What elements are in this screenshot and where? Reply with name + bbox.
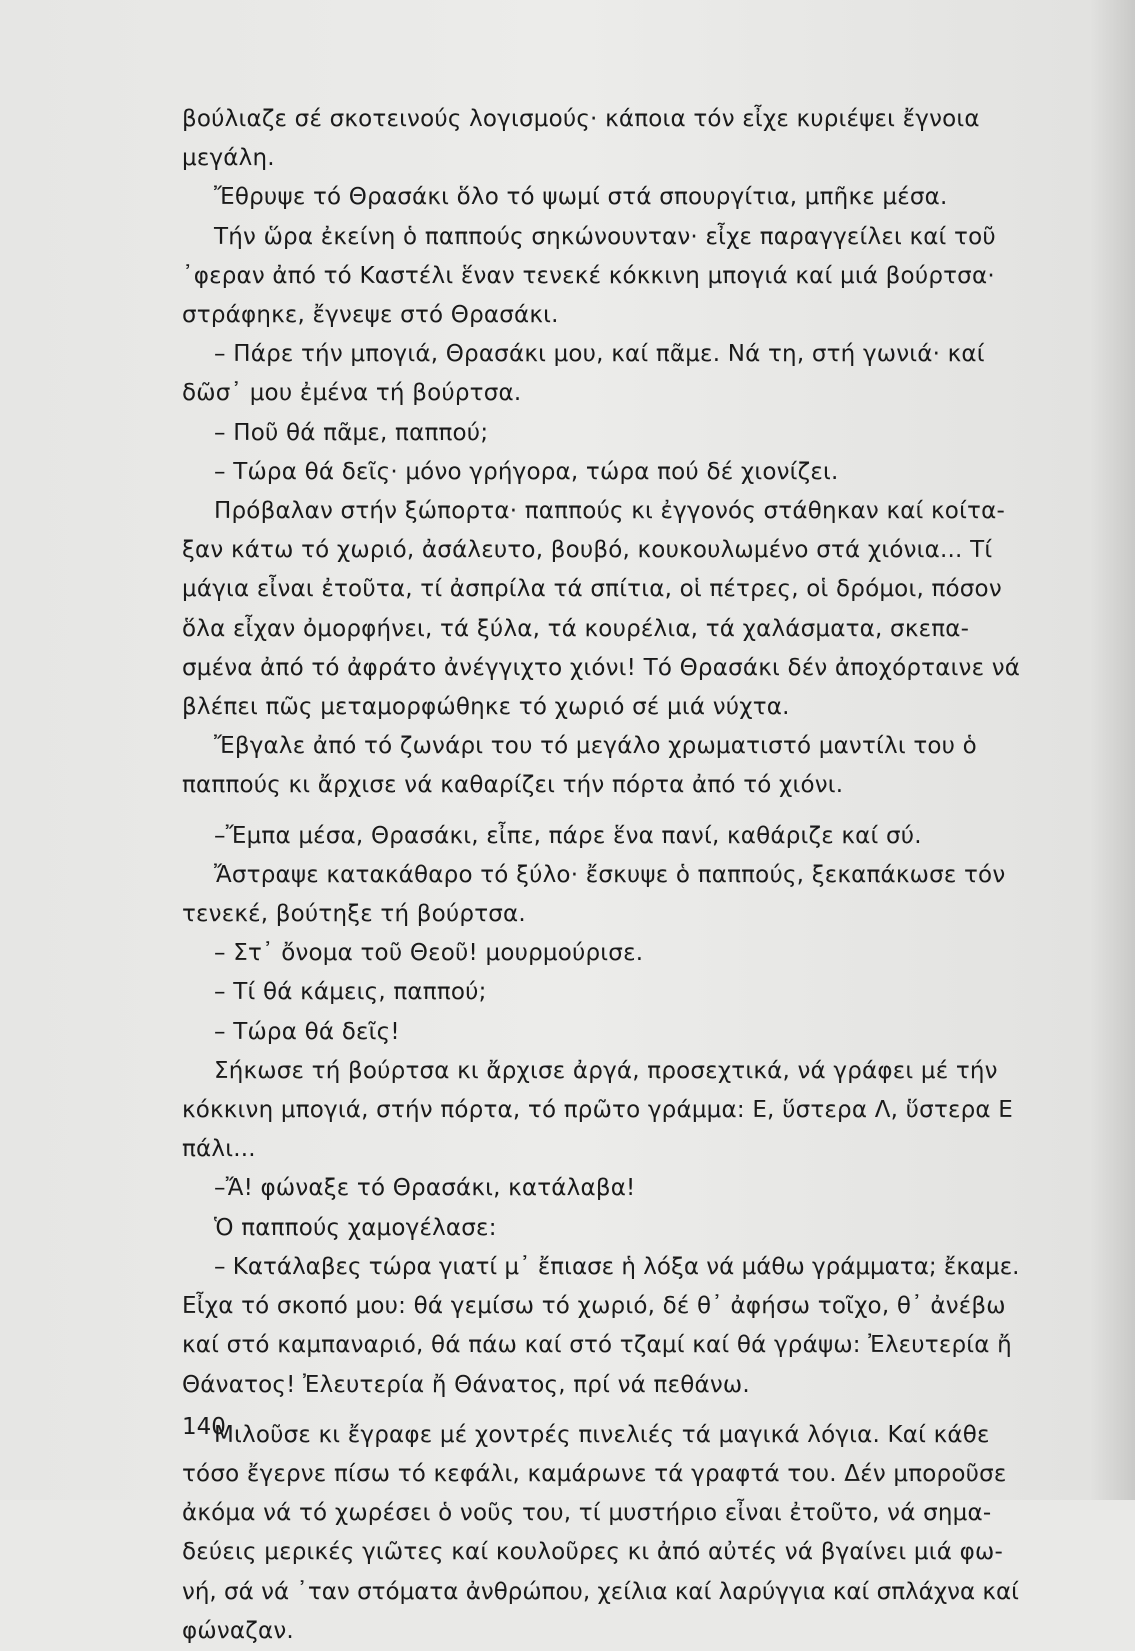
- paragraph-gap: [182, 1405, 1027, 1416]
- text-line: Ἔβγαλε ἀπό τό ζωνάρι του τό μεγάλο χρωματιστό μαντίλι του ὁ: [214, 733, 977, 760]
- text-line: Πρόβαλαν στήν ξώπορτα· παππούς κι ἐγγονός στάθηκαν καί κοίτα-: [214, 498, 1005, 525]
- text-line: ἀκόμα νά τό χωρέσει ὁ νοῦς του, τί μυστήριο εἶναι ἐτοῦτο, νά σημα-: [182, 1500, 992, 1527]
- text-line: νή, σά νά ᾽ταν στόματα ἀνθρώπου, χείλια καί λαρύγγια καί σπλάχνα καί: [182, 1578, 1019, 1605]
- text-line: μεγάλη.: [182, 145, 275, 172]
- text-line: Θάνατος! Ἐλευτερία ἤ Θάνατος, πρί νά πεθάνω.: [182, 1371, 750, 1398]
- text-line: καί στό καμπαναριό, θά πάω καί στό τζαμί καί θά γράψω: Ἐλευτερία ἤ: [182, 1332, 1012, 1359]
- text-line: ᾽φεραν ἀπό τό Καστέλι ἕναν τενεκέ κόκκινη μπογιά καί μιά βούρτσα·: [182, 262, 995, 289]
- body-text: [182, 100, 1027, 1651]
- page-number: 140: [182, 1414, 226, 1440]
- text-line: βούλιαζε σέ σκοτεινούς λογισμούς· κάποια τόν εἶχε κυριέψει ἔγνοια: [182, 106, 980, 132]
- text-line: Τήν ὥρα ἐκείνη ὁ παππούς σηκώνουνταν· εἶχε παραγγείλει καί τοῦ: [214, 223, 996, 250]
- text-line: – Τί θά κάμεις, παππού;: [214, 979, 487, 1006]
- paragraph-gap: [182, 806, 1027, 817]
- text-line: μάγια εἶναι ἐτοῦτα, τί ἀσπρίλα τά σπίτια, οἱ πέτρες, οἱ δρόμοι, πόσον: [182, 576, 1002, 603]
- text-line: ξαν κάτω τό χωριό, ἀσάλευτο, βουβό, κουκουλωμένο στά χιόνια... Τί: [182, 537, 993, 564]
- text-line: – Τώρα θά δεῖς· μόνο γρήγορα, τώρα πού δέ χιονίζει.: [214, 458, 839, 485]
- text-line: –Ἔμπα μέσα, Θρασάκι, εἶπε, πάρε ἕνα πανί, καθάριζε καί σύ.: [214, 822, 922, 849]
- text-line: Εἶχα τό σκοπό μου: θά γεμίσω τό χωριό, δέ θ᾽ ἀφήσω τοῖχο, θ᾽ ἀνέβω: [182, 1293, 1006, 1320]
- text-line: φώναζαν.: [182, 1617, 294, 1644]
- text-line: –Ἄ! φώναξε τό Θρασάκι, κατάλαβα!: [214, 1175, 636, 1202]
- text-line: βλέπει πῶς μεταμορφώθηκε τό χωριό σέ μιά νύχτα.: [182, 694, 790, 721]
- text-line: σμένα ἀπό τό ἀφράτο ἀνέγγιχτο χιόνι! Τό Θρασάκι δέν ἀποχόρταινε νά: [182, 654, 1021, 681]
- text-line: παππούς κι ἄρχισε νά καθαρίζει τήν πόρτα ἀπό τό χιόνι.: [182, 772, 844, 799]
- text-line: – Κατάλαβες τώρα γιατί μ᾽ ἔπιασε ἡ λόξα νά μάθω γράμματα; ἔκαμε.: [214, 1253, 1020, 1280]
- text-line: – Ποῦ θά πᾶμε, παππού;: [214, 419, 489, 446]
- text-line: δῶσ᾽ μου ἐμένα τή βούρτσα.: [182, 380, 522, 407]
- text-line: Ἔθρυψε τό Θρασάκι ὅλο τό ψωμί στά σπουργίτια, μπῆκε μέσα.: [214, 184, 948, 211]
- text-line: – Τώρα θά δεῖς!: [214, 1018, 400, 1045]
- text-line: Ὁ παππούς χαμογέλασε:: [214, 1214, 497, 1241]
- text-line: Μιλοῦσε κι ἔγραφε μέ χοντρές πινελιές τά μαγικά λόγια. Καί κάθε: [214, 1421, 990, 1448]
- text-line: κόκκινη μπογιά, στήν πόρτα, τό πρῶτο γράμμα: Ε, ὕστερα Λ, ὕστερα Ε: [182, 1097, 1014, 1124]
- text-line: τόσο ἔγερνε πίσω τό κεφάλι, καμάρωνε τά γραφτά του. Δέν μποροῦσε: [182, 1460, 1007, 1487]
- text-line: – Στ᾽ ὄνομα τοῦ Θεοῦ! μουρμούρισε.: [214, 940, 644, 967]
- text-line: δεύεις μερικές γιῶτες καί κουλοῦρες κι ἀπό αὐτές νά βγαίνει μιά φω-: [182, 1539, 1003, 1566]
- text-line: πάλι...: [182, 1136, 256, 1163]
- text-line: – Πάρε τήν μπογιά, Θρασάκι μου, καί πᾶμε. Νά τη, στή γωνιά· καί: [214, 341, 985, 368]
- text-line: ὅλα εἶχαν ὀμορφήνει, τά ξύλα, τά κουρέλια, τά χαλάσματα, σκεπα-: [182, 615, 970, 642]
- text-line: τενεκέ, βούτηξε τή βούρτσα.: [182, 901, 526, 928]
- text-line: στράφηκε, ἔγνεψε στό Θρασάκι.: [182, 302, 559, 329]
- text-line: Σήκωσε τή βούρτσα κι ἄρχισε ἀργά, προσεχτικά, νά γράφει μέ τήν: [214, 1057, 998, 1084]
- text-line: Ἄστραψε κατακάθαρο τό ξύλο· ἔσκυψε ὁ παππούς, ξεκαπάκωσε τόν: [214, 861, 1006, 888]
